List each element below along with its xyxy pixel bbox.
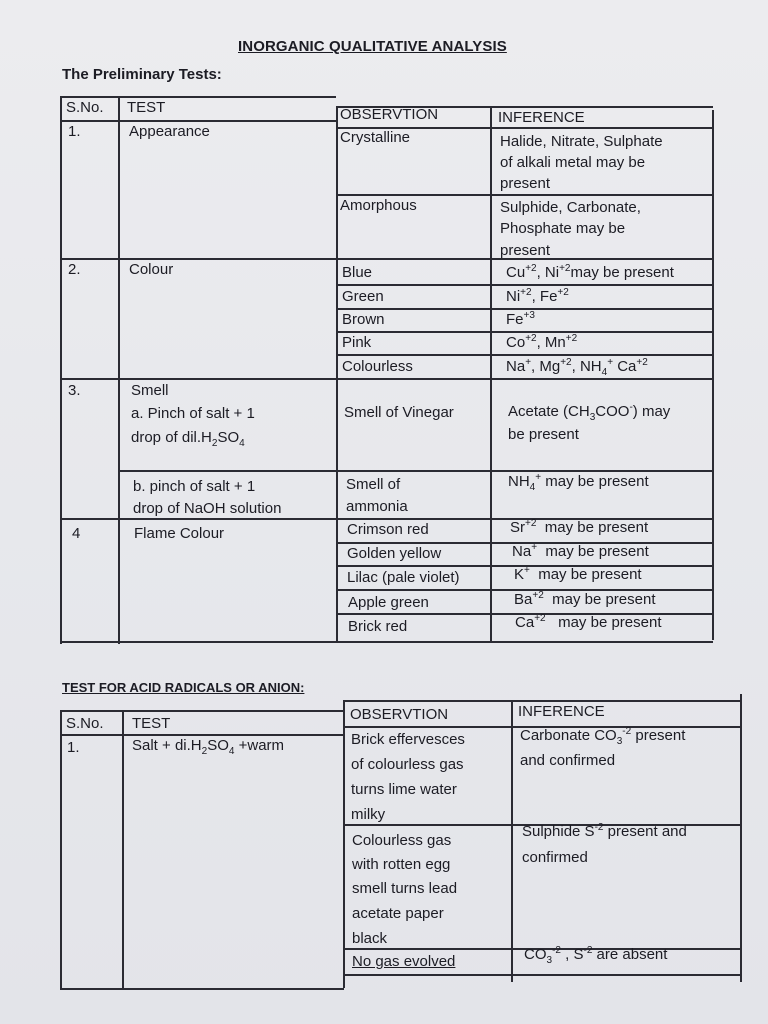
row-inference: $Sr^{+2}$ may be present <box>510 518 649 536</box>
row-inference: Phosphate may be <box>500 220 626 237</box>
row-sno: 3. <box>68 382 81 399</box>
header-sno: S.No. <box>66 715 104 732</box>
row-observation: Pink <box>342 334 372 351</box>
row-test: drop of NaOH solution <box>133 500 282 517</box>
header-inference: INFERENCE <box>498 109 585 126</box>
row-inference: Sulphide $S^{-2}$ present and <box>522 822 687 840</box>
row-observation: Golden yellow <box>347 545 442 562</box>
row-test: Smell <box>131 382 169 399</box>
row-sno: 1. <box>68 123 81 140</box>
row-observation: Colourless gas <box>352 832 452 849</box>
table2-border-bottom-right <box>343 974 741 976</box>
row-observation: with rotten egg <box>352 856 451 873</box>
table1-col-divider-sno <box>118 96 120 644</box>
row-inference: $NH_4^+$ may be present <box>508 472 649 493</box>
row-observation: No gas evolved <box>352 953 456 970</box>
table2-col-divider-obs <box>511 700 513 982</box>
section-heading-preliminary: The Preliminary Tests: <box>62 66 222 83</box>
row-observation: Colourless <box>342 358 413 375</box>
row-inference: Acetate $(CH_3COO^-)$ may <box>508 402 671 423</box>
row-inference: Carbonate $CO_3^{-2}$ present <box>520 726 686 747</box>
table1-border-right <box>712 110 714 640</box>
row-inference: $Ba^{+2}$ may be present <box>514 590 656 608</box>
row-observation: Crystalline <box>340 129 411 146</box>
table2-border-right <box>740 694 742 982</box>
document-title: INORGANIC QUALITATIVE ANALYSIS <box>238 38 507 55</box>
row-inference: Na+ may be present <box>512 542 649 560</box>
row-test: drop of $dil.H_2SO_4$ <box>131 429 245 449</box>
row-observation: Brick red <box>348 618 408 635</box>
row-test: Salt + $di.H_2SO_4$ +warm <box>132 737 285 757</box>
row-observation: acetate paper <box>352 905 444 922</box>
row-inference: $Ca^{+2}$ may be present <box>515 613 662 631</box>
header-sno: S.No. <box>66 99 104 116</box>
row-inference: of alkali metal may be <box>500 154 646 171</box>
row-observation: Brick effervesces <box>351 731 465 748</box>
row-inference: present <box>500 175 551 192</box>
row-test: a. Pinch of salt + 1 <box>131 405 255 422</box>
row-test: b. pinch of salt + 1 <box>133 478 256 495</box>
row-sno: 1. <box>67 739 80 756</box>
table1-border-left <box>60 96 62 644</box>
row-inference: $Fe^{+3}$ <box>506 310 535 328</box>
row-observation: ammonia <box>346 498 408 515</box>
table2-border-left <box>60 710 62 990</box>
row-sno: 2. <box>68 261 81 278</box>
row-inference: Na+, $Mg^{+2}$, $NH_4^+$ $Ca^{+2}$ <box>506 357 648 378</box>
table1-col-divider-obs <box>490 108 492 642</box>
header-test: TEST <box>127 99 166 116</box>
row-inference: Halide, Nitrate, Sulphate <box>500 133 663 150</box>
header-test: TEST <box>132 715 171 732</box>
row-observation: Brown <box>342 311 385 328</box>
row-inference: $Ni^{+2}$, $Fe^{+2}$ <box>506 287 569 305</box>
header-observation: OBSERVTION <box>350 706 449 723</box>
row-inference: $Cu^{+2}$, $Ni^{+2}may$ be present <box>506 263 674 281</box>
row-test: Colour <box>129 261 174 278</box>
row-inference: Sulphide, Carbonate, <box>500 199 641 216</box>
row-observation: Lilac (pale violet) <box>347 569 460 586</box>
table2-border-bottom <box>60 988 344 990</box>
header-observation: OBSERVTION <box>340 106 439 123</box>
section-heading-acid-radicals: TEST FOR ACID RADICALS OR ANION: <box>62 680 305 695</box>
row-observation: turns lime water <box>351 781 457 798</box>
row-test: Appearance <box>129 123 210 140</box>
row-observation: Smell of <box>346 476 401 493</box>
table2-col-divider-test <box>343 702 345 988</box>
row-observation: milky <box>351 806 386 823</box>
row-observation: Blue <box>342 264 373 281</box>
row-observation: Apple green <box>348 594 429 611</box>
row-inference: K+ may be present <box>514 565 642 583</box>
row-test: Flame Colour <box>134 525 225 542</box>
row-inference: $CO_3^{-2}$ , $S^{-2}$ are absent <box>524 945 668 966</box>
row-observation: smell turns lead <box>352 880 458 897</box>
row-observation: black <box>352 930 388 947</box>
row-inference: confirmed <box>522 849 588 866</box>
row-observation: Crimson red <box>347 521 429 538</box>
header-inference: INFERENCE <box>518 703 605 720</box>
table1-border-bottom <box>60 641 713 643</box>
row-observation: of colourless gas <box>351 756 464 773</box>
table2-col-divider-sno <box>122 710 124 990</box>
table1-col-divider-test <box>336 106 338 642</box>
row-inference: and confirmed <box>520 752 616 769</box>
row-sno: 4 <box>72 525 81 542</box>
row-inference: be present <box>508 426 579 443</box>
row-inference: present <box>500 242 551 259</box>
row-observation: Green <box>342 288 384 305</box>
row-observation: Smell of Vinegar <box>344 404 454 421</box>
row-observation: Amorphous <box>340 197 417 214</box>
row-inference: $Co^{+2}$, $Mn^{+2}$ <box>506 333 578 351</box>
